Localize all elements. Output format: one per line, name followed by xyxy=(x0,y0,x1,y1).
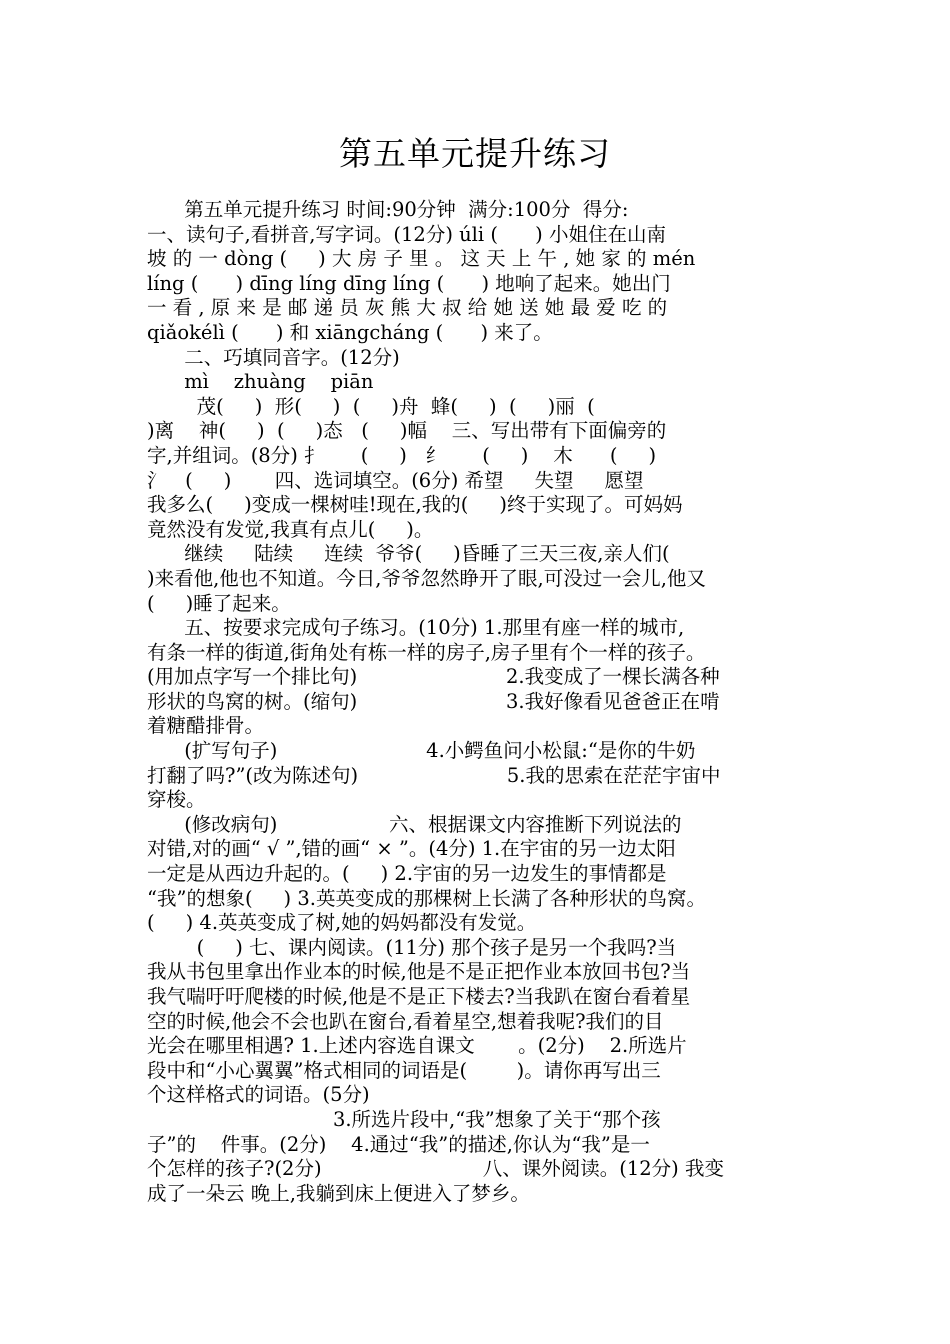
text-line: 打翻了吗?”(改为陈述句) 5.我的思索在茫茫宇宙中 xyxy=(147,763,721,787)
text-line: 空的时候,他会不会也趴在窗台,看着星空,想着我呢?我们的目 xyxy=(147,1009,664,1033)
text-line: 继续 陆续 连续 爷爷( )昏睡了三天三夜,亲人们( xyxy=(147,542,670,566)
text-line: 有条一样的街道,街角处有栋一样的房子,房子里有个一样的孩子。 xyxy=(147,640,706,664)
text-line: 个这样格式的词语。(5分) xyxy=(147,1083,370,1107)
text-line: 着糖醋排骨。 xyxy=(147,714,265,738)
text-line: 字,并组词。(8分) 扌 ( ) 纟 ( ) 木 ( ) xyxy=(147,443,657,467)
text-line: 五、按要求完成句子练习。(10分) 1.那里有座一样的城市, xyxy=(147,616,685,640)
text-line: )离 神( ) ( )态 ( )幅 三、写出带有下面偏旁的 xyxy=(147,419,667,443)
text-line: 形状的鸟窝的树。(缩句) 3.我好像看见爸爸正在啃 xyxy=(147,689,720,713)
text-line: 一 看 , 原 来 是 邮 递 员 灰 熊 大 叔 给 她 送 她 最 爱 吃 的 xyxy=(147,296,668,320)
text-line: 坡 的 一 dòng ( ) 大 房 子 里 。 这 天 上 午 , 她 家 的 mén xyxy=(147,247,696,271)
text-line: líng ( ) dīng líng dīng líng ( ) 地响了起来。她出门 xyxy=(147,271,671,295)
page-title: 第五单元提升练习 xyxy=(339,134,611,173)
text-line: ( ) 4.英英变成了树,她的妈妈都没有发觉。 xyxy=(147,911,537,935)
text-line: “我”的想象( ) 3.英英变成的那棵树上长满了各种形状的鸟窝。 xyxy=(147,886,706,910)
text-line: 子”的 件事。(2分) 4.通过“我”的描述,你认为“我”是一 xyxy=(147,1132,650,1156)
text-line: 一定是从西边升起的。( ) 2.宇宙的另一边发生的事情都是 xyxy=(147,862,667,886)
text-line: 一、读句子,看拼音,写字词。(12分) úli ( ) 小姐住在山南 xyxy=(147,222,666,246)
text-line: 第五单元提升练习 时间:90分钟 满分:100分 得分: xyxy=(147,198,629,221)
text-line: ( )睡了起来。 xyxy=(147,591,291,615)
text-line: 段中和“小心翼翼”格式相同的词语是( )。请你再写出三 xyxy=(147,1058,661,1082)
text-line: (扩写句子) 4.小鳄鱼问小松鼠:“是你的牛奶 xyxy=(147,739,696,763)
document-body xyxy=(147,198,812,1206)
text-line: (用加点字写一个排比句) 2.我变成了一棵长满各种 xyxy=(147,665,720,689)
text-line: )来看他,他也不知道。今日,爷爷忽然睁开了眼,可没过一会儿,他又 xyxy=(147,566,706,590)
text-line: 氵 ( ) 四、选词填空。(6分) 希望 失望 愿望 xyxy=(147,468,644,492)
text-line: qiǎokélì ( ) 和 xiāngcháng ( ) 来了。 xyxy=(147,320,553,344)
text-line: 对错,对的画“ √ ”,错的画“ × ”。(4分) 1.在宇宙的另一边太阳 xyxy=(147,837,676,861)
text-line: ( ) 七、课内阅读。(11分) 那个孩子是另一个我吗?当 xyxy=(147,935,677,959)
text-line: 3.所选片段中,“我”想象了关于“那个孩 xyxy=(147,1107,661,1131)
text-line: 我气喘吁吁爬楼的时候,他是不是正下楼去?当我趴在窗台看着星 xyxy=(147,985,691,1008)
text-line: 成了一朵云 晚上,我躺到床上便进入了梦乡。 xyxy=(147,1181,530,1205)
text-line: 我多么( )变成一棵树哇!现在,我的( )终于实现了。可妈妈 xyxy=(147,493,683,517)
text-line: 竟然没有发觉,我真有点儿( )。 xyxy=(147,517,434,541)
text-line: 穿梭。 xyxy=(147,788,206,812)
text-line: 二、巧填同音字。(12分) xyxy=(147,345,400,369)
text-line: 光会在哪里相遇? 1.上述内容选自课文 。(2分) 2.所选片 xyxy=(147,1034,687,1058)
text-line: 个怎样的孩子?(2分) 八、课外阅读。(12分) 我变 xyxy=(147,1157,724,1181)
text-line: mì zhuàng piān xyxy=(147,370,374,394)
text-line: 茂( ) 形( ) ( )舟 蜂( ) ( )丽 ( xyxy=(147,394,595,418)
text-line: 我从书包里拿出作业本的时候,他是不是正把作业本放回书包?当 xyxy=(147,960,691,984)
text-line: (修改病句) 六、根据课文内容推断下列说法的 xyxy=(147,812,682,836)
